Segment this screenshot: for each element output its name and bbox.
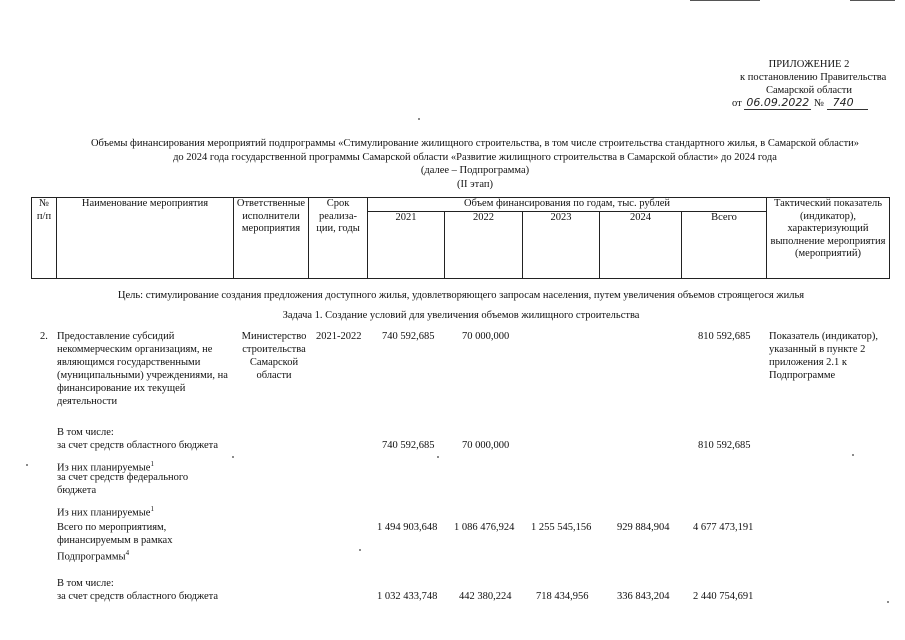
col-indicator-header: Тактический показатель (индикатор), характеризующий выполнение мероприятия (мероприятий) (767, 198, 890, 279)
table-header (31, 197, 890, 279)
grand-total-2023: 1 255 545,156 (531, 522, 592, 533)
appendix-block (740, 58, 887, 97)
regional2-label: за счет средств областного бюджета (57, 591, 219, 602)
planned-footnote-2: 1 (150, 505, 154, 513)
grand-total-2024: 929 884,904 (617, 522, 670, 533)
col-name-header: Наименование мероприятия (57, 198, 234, 279)
regional-total-value: 810 592,685 (698, 440, 751, 451)
grand-total-footnote: 4 (125, 549, 130, 557)
col-exec-header: Ответственные исполнители мероприятия (234, 198, 309, 279)
appendix-title: ПРИЛОЖЕНИЕ 2 (768, 59, 850, 70)
grand-total-2022: 1 086 476,924 (454, 522, 515, 533)
row-indicator: Показатель (индикатор), указанный в пункте 2 приложения 2.1 к Подпрограмме (769, 331, 878, 381)
regional-2021-value: 740 592,685 (382, 440, 435, 451)
appendix-line2: к постановлению Правительства (740, 72, 887, 83)
scan-speck (887, 601, 889, 603)
year-2022-header: 2022 (445, 211, 523, 278)
title-line1: Объемы финансирования мероприятий подпрограммы «Стимулирование жилищного строительства, в том числе строительства стандартного жилья, в Самарской области» (90, 138, 860, 149)
grand-total-text: Всего по мероприятиям, финансируемым в рамках Подпрограммы (57, 522, 173, 563)
row-2022-value: 70 000,000 (462, 331, 510, 342)
grand-total-2021: 1 494 903,648 (377, 522, 438, 533)
regional-2022-value: 70 000,000 (462, 440, 510, 451)
row-num: 2. (40, 331, 48, 342)
planned-text-2: Из них планируемые (57, 507, 151, 519)
regional2-2024: 336 843,204 (617, 591, 670, 602)
row-2021-value: 740 592,685 (382, 331, 435, 342)
year-2024-header: 2024 (600, 211, 682, 278)
title-line3: (далее – Подпрограмма) (420, 165, 530, 176)
appendix-line3: Самарской области (766, 85, 852, 96)
regional2-2021: 1 032 433,748 (377, 591, 438, 602)
scan-speck (418, 118, 420, 120)
document-title (60, 137, 890, 191)
planned-footnote-1: 1 (150, 460, 154, 468)
col-term-header: Срок реализа-ции, годы (309, 198, 368, 279)
scan-speck (437, 456, 439, 458)
year-2023-header: 2023 (523, 211, 600, 278)
goal-line: Цель: стимулирование создания предложения доступного жилья, удовлетворяющего запросам населения, путем увеличения объемов строящегося жилья (117, 290, 805, 301)
including-label-2: В том числе: (57, 578, 114, 589)
row-name: Предоставление субсидий некоммерческим организациям, не являющимся государственными (муниципальными) учреждениями, на финансирование их текущей деятельности (57, 331, 228, 407)
row-total-value: 810 592,685 (698, 331, 751, 342)
federal-label: за счет средств федерального бюджета (57, 472, 189, 496)
scan-speck (232, 456, 234, 458)
appendix-date-line (732, 96, 868, 109)
row-term: 2021-2022 (316, 331, 362, 342)
top-edge-mark-2 (850, 0, 895, 1)
regional2-total: 2 440 754,691 (693, 591, 754, 602)
col-funding-header: Объем финансирования по годам, тыс. рублей (368, 198, 767, 212)
including-label: В том числе: (57, 427, 114, 438)
regional-label: за счет средств областного бюджета (57, 440, 219, 451)
handwritten-number: 740 (827, 96, 868, 110)
total-header: Всего (682, 211, 767, 278)
year-2021-header: 2021 (368, 211, 445, 278)
handwritten-date: 06.09.2022 (746, 96, 810, 109)
col-num-header: № п/п (32, 198, 57, 279)
scan-speck (26, 464, 28, 466)
grand-total-label (57, 521, 207, 564)
number-label: № (813, 98, 824, 109)
planned-label-2 (57, 503, 154, 520)
regional2-2022: 442 380,224 (459, 591, 512, 602)
regional2-2023: 718 434,956 (536, 591, 589, 602)
title-line2: до 2024 года государственной программы Самарской области «Развитие жилищного строительства в Самарской области» до 2024 года (173, 151, 777, 163)
row-executor: Министерство строительства Самарской области (241, 331, 307, 381)
title-line4: (II этап) (457, 178, 493, 190)
scan-speck (852, 454, 854, 456)
scan-speck (359, 549, 361, 551)
top-edge-mark (690, 0, 760, 1)
task-line: Задача 1. Создание условий для увеличения объемов жилищного строительства (282, 310, 640, 321)
from-label: от (732, 98, 742, 109)
planned-text-1: Из них планируемые (57, 462, 151, 474)
grand-total-all: 4 677 473,191 (693, 522, 754, 533)
